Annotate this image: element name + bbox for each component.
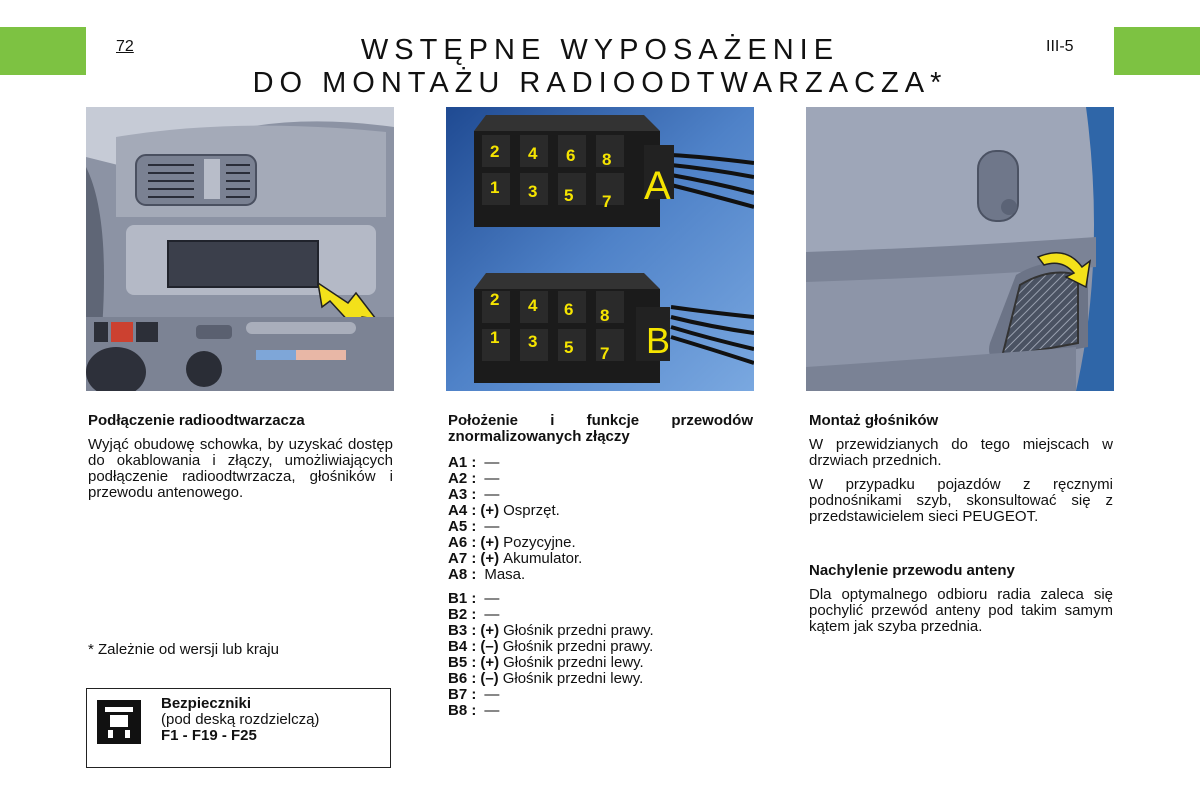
radio-connection-section: [88, 413, 393, 509]
pin-b-3: 3: [528, 332, 538, 351]
page-number: 72: [116, 38, 134, 55]
pin-a1-row: A1 : —: [448, 454, 500, 471]
fuse-location: (pod deską rozdzielczą): [161, 711, 320, 728]
pin-a7-row: A7 : (+) Akumulator.: [448, 550, 583, 567]
pin-b-8: 8: [600, 306, 610, 325]
connector-functions-heading: Położenie i funkcje przewodów znormalizowanych złączy: [448, 412, 753, 445]
fuse-numbers: F1 - F19 - F25: [161, 727, 257, 744]
section-tab-right: [1114, 27, 1200, 75]
connector-functions-section: [448, 413, 753, 719]
fuse-icon: [97, 700, 141, 744]
pin-b7-row: B7 : —: [448, 686, 500, 703]
footnote: * Zależnie od wersji lub kraju: [88, 641, 279, 658]
radio-connection-text: Wyjąć obudowę schowka, by uzyskać dostęp do okablowania i złączy, umożliwiających podłączenie radioodtwrzacza, głośników i przewodu antenowego.: [88, 436, 393, 501]
page-title: [150, 34, 1050, 100]
dashboard-illustration: [86, 107, 394, 391]
pin-a2-row: A2 : —: [448, 470, 500, 487]
fuse-title: Bezpieczniki: [161, 695, 252, 712]
pin-b6-row: B6 : (–) Głośnik przedni lewy.: [448, 670, 644, 687]
connector-b-label: B: [646, 320, 671, 361]
antenna-text: Dla optymalnego odbioru radia zaleca się pochylić przewód anteny pod takim samym kątem jak szyba przednia.: [809, 586, 1113, 635]
pin-b-2: 2: [490, 290, 500, 309]
radio-connection-heading: Podłączenie radioodtwarzacza: [88, 412, 305, 429]
connector-a: [474, 115, 674, 227]
speaker-mounting-text: W przewidzianych do tego miejscach w drzwiach przednich.: [809, 436, 1113, 469]
pin-a-7: 7: [602, 192, 612, 211]
pin-b1-row: B1 : —: [448, 590, 500, 607]
antenna-heading: Nachylenie przewodu anteny: [809, 562, 1015, 579]
connector-a-pin-list: [448, 455, 753, 583]
pin-a3-row: A3 : —: [448, 486, 500, 503]
connector-a-label: A: [644, 164, 671, 208]
connector-b: [474, 273, 670, 383]
fuse-info-box: [86, 688, 391, 768]
pin-b-7: 7: [600, 344, 610, 363]
pin-b4-row: B4 : (–) Głośnik przedni prawy.: [448, 638, 654, 655]
pin-b8-row: B8 : —: [448, 702, 500, 719]
pin-b-1: 1: [490, 328, 500, 347]
pin-b-4: 4: [528, 296, 538, 315]
pin-a-5: 5: [564, 186, 574, 205]
connectors-illustration: [446, 107, 754, 391]
pin-a-1: 1: [490, 178, 500, 197]
window-winders-text: W przypadku pojazdów z ręcznymi podnośnikami szyb, skonsultować się z przedstawicielem sieci PEUGEOT.: [809, 476, 1113, 525]
connector-b-pin-list: [448, 591, 753, 719]
door-speaker-illustration: [806, 107, 1114, 391]
pin-a8-row: A8 : Masa.: [448, 566, 526, 583]
speaker-mounting-heading: Montaż głośników: [809, 412, 939, 429]
pin-a-4: 4: [528, 144, 538, 163]
pin-b5-row: B5 : (+) Głośnik przedni lewy.: [448, 654, 644, 671]
section-tab-left: [0, 27, 86, 75]
pin-b3-row: B3 : (+) Głośnik przedni prawy.: [448, 622, 654, 639]
pin-a-6: 6: [566, 146, 576, 165]
pin-a6-row: A6 : (+) Pozycyjne.: [448, 534, 576, 551]
pin-b2-row: B2 : —: [448, 606, 500, 623]
section-number: III-5: [1046, 38, 1074, 55]
pin-a-3: 3: [528, 182, 538, 201]
pin-a-2: 2: [490, 142, 500, 161]
pin-a5-row: A5 : —: [448, 518, 500, 535]
pin-a-8: 8: [602, 150, 612, 169]
pin-a4-row: A4 : (+) Osprzęt.: [448, 502, 560, 519]
title-line-2: DO MONTAŻU RADIOODTWARZACZA*: [252, 67, 948, 99]
pin-b-5: 5: [564, 338, 574, 357]
pin-b-6: 6: [564, 300, 574, 319]
title-line-1: WSTĘPNE WYPOSAŻENIE: [360, 34, 840, 66]
speaker-antenna-section: [809, 413, 1113, 643]
